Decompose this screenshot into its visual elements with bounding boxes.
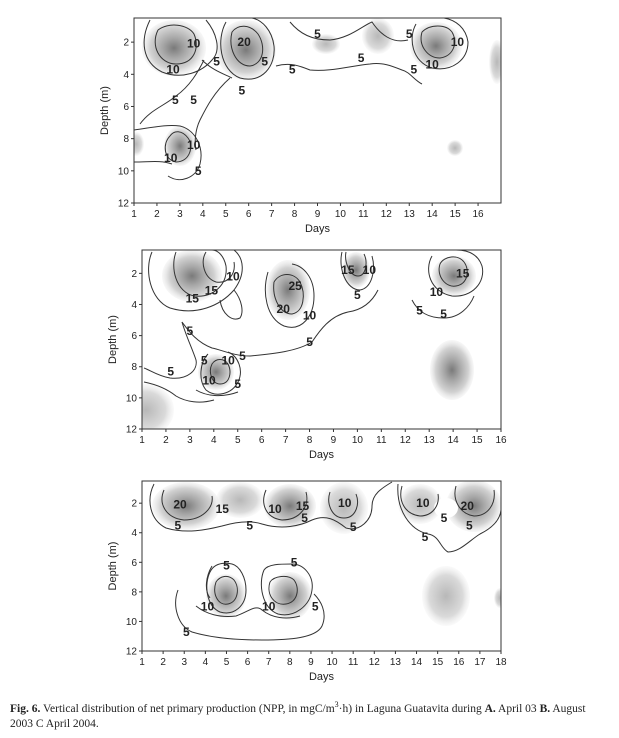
contour-label: 10 (202, 373, 216, 388)
x-tick-label: 10 (326, 657, 338, 668)
contour-label: 5 (465, 518, 473, 533)
contour-label: 20 (173, 497, 187, 512)
x-tick-label: 11 (358, 209, 369, 220)
contour-label: 5 (440, 306, 447, 321)
contour-label: 5 (183, 624, 190, 639)
x-tick-label: 16 (453, 657, 465, 668)
contour-label: 10 (338, 496, 352, 511)
contour-label: 10 (226, 269, 240, 284)
y-axis-label: Depth (m) (107, 315, 119, 364)
contour-label: 20 (276, 302, 290, 317)
contour-label: 5 (349, 519, 357, 534)
x-tick-label: 8 (287, 657, 293, 668)
contour-label: 10 (221, 353, 235, 368)
contour-label: 20 (237, 35, 251, 50)
contour-label: 10 (429, 285, 444, 300)
x-tick-label: 9 (330, 435, 337, 446)
panel-c-shading (150, 480, 506, 640)
contour-label: 5 (200, 353, 208, 368)
contour-label: 5 (421, 530, 429, 545)
x-tick-label: 13 (423, 435, 435, 446)
contour-label: 5 (186, 323, 194, 338)
x-tick-label: 3 (181, 657, 188, 668)
y-tick-label: 6 (123, 101, 129, 113)
contour-label: 5 (306, 334, 313, 349)
contour-label: 5 (238, 83, 246, 98)
x-tick-label: 4 (202, 657, 209, 668)
x-tick-label: 2 (160, 657, 166, 668)
x-tick-label: 16 (495, 435, 507, 446)
contour-label: 10 (268, 502, 282, 517)
figure-caption (10, 697, 610, 732)
contour-label: 5 (167, 364, 175, 379)
npp-blob (422, 566, 470, 626)
npp-blob (362, 18, 394, 54)
contour-label: 10 (164, 150, 178, 165)
panel-a-shading (128, 18, 505, 180)
x-tick-label: 3 (177, 209, 183, 220)
caption-text: April 03 (495, 702, 540, 715)
npp-blob (494, 588, 506, 608)
contour-label: 5 (311, 599, 319, 614)
x-tick-label: 7 (268, 209, 275, 220)
x-tick-label: 13 (403, 209, 415, 220)
contour-label: 15 (204, 283, 219, 298)
x-tick-label: 16 (472, 209, 484, 220)
x-tick-label: 7 (282, 435, 289, 446)
contour-label: 10 (450, 35, 465, 50)
x-tick-label: 6 (258, 435, 265, 446)
x-tick-label: 14 (410, 657, 423, 668)
x-tick-label: 10 (351, 435, 363, 446)
contour-label: 5 (190, 93, 197, 108)
contour-label: 5 (410, 62, 418, 77)
y-tick-label: 4 (123, 69, 129, 81)
y-tick-label: 10 (117, 166, 129, 178)
y-tick-label: 4 (131, 528, 137, 540)
contour-label: 5 (213, 54, 220, 69)
x-tick-label: 8 (306, 435, 313, 446)
contour-label: 15 (295, 499, 310, 514)
x-tick-label: 11 (376, 435, 387, 446)
contour-label: 5 (354, 288, 361, 303)
x-tick-label: 2 (154, 209, 160, 220)
x-tick-label: 5 (223, 657, 230, 668)
y-tick-label: 2 (131, 268, 137, 280)
x-tick-label: 12 (399, 435, 411, 446)
y-tick-label: 6 (131, 331, 137, 343)
contour-label: 15 (456, 266, 470, 281)
contour-label: 10 (186, 138, 201, 153)
contour-label: 5 (246, 518, 254, 533)
panel-c (107, 480, 507, 683)
x-tick-label: 10 (334, 209, 346, 220)
caption-text: August 2003 (10, 702, 586, 730)
contour-label: 5 (174, 518, 182, 533)
x-tick-label: 11 (347, 657, 359, 668)
contour-label: 5 (171, 93, 179, 108)
contour-label: 10 (262, 599, 276, 614)
contour-label: 20 (460, 499, 474, 514)
x-tick-label: 8 (291, 209, 298, 220)
contour-label: 10 (166, 62, 180, 77)
x-axis-label: Days (308, 449, 335, 461)
caption-panel-c: C (35, 717, 44, 730)
contour-label: 5 (301, 510, 308, 525)
x-tick-label: 15 (449, 209, 461, 220)
x-tick-label: 13 (389, 657, 401, 668)
y-tick-label: 4 (131, 299, 137, 311)
y-tick-label: 8 (131, 587, 137, 599)
x-tick-label: 6 (244, 657, 251, 668)
y-tick-label: 10 (125, 616, 137, 628)
y-tick-label: 2 (131, 498, 137, 510)
x-tick-label: 12 (380, 209, 392, 220)
x-tick-label: 1 (131, 209, 137, 220)
y-tick-label: 8 (123, 134, 129, 146)
x-tick-label: 14 (447, 435, 459, 446)
caption-text: Vertical distribution of net primary production (NPP, in mgC/m (40, 702, 335, 715)
y-axis-label: Depth (m) (99, 86, 111, 135)
contour-label: 5 (405, 27, 413, 42)
y-axis-label: Depth (m) (107, 541, 119, 591)
x-tick-label: 5 (222, 209, 229, 220)
y-tick-label: 6 (131, 557, 137, 569)
contour-label: 5 (261, 54, 269, 69)
x-tick-label: 9 (308, 657, 314, 668)
x-tick-label: 4 (200, 209, 206, 220)
y-tick-label: 8 (131, 362, 137, 374)
x-tick-label: 14 (426, 209, 438, 220)
x-tick-label: 2 (163, 435, 169, 446)
caption-text: ·h) in Laguna Guatavita during (338, 702, 485, 715)
contour-label: 10 (425, 57, 439, 72)
x-tick-label: 3 (187, 435, 193, 446)
contour-label: 10 (302, 308, 317, 323)
x-tick-label: 7 (265, 657, 272, 668)
caption-text: April 2004. (43, 717, 99, 730)
npp-blob (489, 40, 505, 84)
contour-label: 5 (239, 348, 246, 363)
caption-label: Fig. 6. (10, 702, 41, 715)
x-tick-label: 1 (139, 657, 145, 668)
contour-label: 5 (440, 510, 448, 525)
x-tick-label: 1 (139, 435, 145, 446)
x-axis-label: Days (308, 671, 335, 683)
contour-label: 15 (185, 291, 199, 306)
contour-label: 5 (290, 555, 298, 570)
x-tick-label: 15 (471, 435, 483, 446)
contour-label: 5 (416, 303, 423, 318)
contour-label: 5 (234, 376, 242, 391)
x-tick-label: 6 (245, 209, 252, 220)
contour-label: 25 (288, 278, 302, 293)
caption-panel-b: B. (539, 702, 551, 715)
contour-label: 15 (215, 502, 229, 517)
x-tick-label: 4 (211, 435, 217, 446)
contour-label: 5 (194, 163, 202, 178)
contour-label: 10 (362, 263, 377, 278)
x-tick-label: 5 (234, 435, 241, 446)
contour-label: 15 (341, 263, 355, 278)
x-tick-label: 18 (495, 657, 507, 668)
caption-sup: 3 (334, 700, 339, 709)
npp-blob (430, 340, 474, 400)
contour-label: 10 (186, 36, 201, 51)
y-tick-label: 12 (125, 424, 137, 436)
x-tick-label: 17 (474, 657, 486, 668)
y-tick-label: 10 (125, 393, 137, 405)
contour-label: 10 (416, 496, 430, 511)
contour-label: 5 (223, 558, 230, 573)
contour-label: 10 (200, 599, 215, 614)
panel-b (107, 250, 507, 461)
contour-label: 5 (357, 51, 365, 66)
y-tick-label: 12 (125, 646, 137, 658)
caption-panel-a: A. (484, 702, 496, 715)
panel-a (99, 18, 505, 235)
contour-label: 5 (288, 62, 296, 77)
x-axis-label: Days (304, 223, 331, 235)
npp-blob (447, 140, 463, 156)
contour-label: 5 (314, 27, 321, 42)
npp-blob (128, 132, 144, 156)
x-tick-label: 15 (432, 657, 444, 668)
y-tick-label: 2 (123, 37, 129, 49)
x-tick-label: 9 (314, 209, 321, 220)
y-tick-label: 12 (117, 198, 129, 210)
x-tick-label: 12 (368, 657, 380, 668)
